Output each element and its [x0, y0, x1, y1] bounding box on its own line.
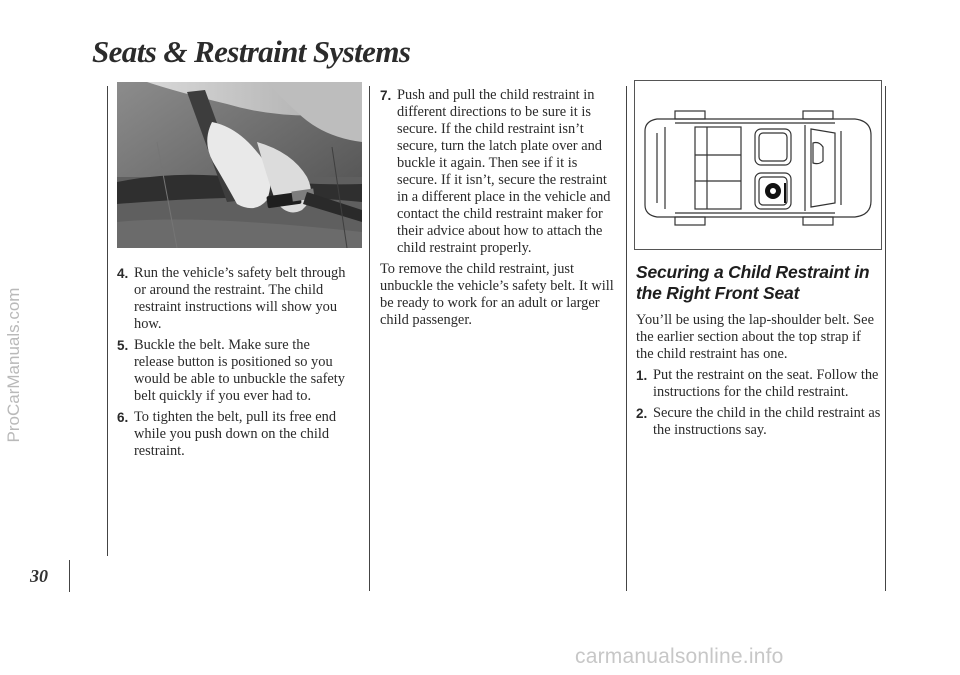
step-2	[636, 405, 881, 439]
step-number: 7.	[380, 88, 392, 103]
outer-right-rule	[885, 86, 886, 591]
page-number: 30	[30, 566, 48, 586]
side-watermark-text: ProCarManuals.com	[4, 287, 23, 443]
step-7	[380, 87, 618, 257]
page-number-rule	[69, 560, 70, 592]
right-column-rule	[626, 86, 627, 591]
left-column	[117, 265, 352, 464]
step-text: Run the vehicle’s safety belt through or around the restraint. The child restraint instructions will show you how.	[134, 265, 346, 332]
step-5	[117, 337, 352, 405]
step-text: Put the restraint on the seat. Follow the instructions for the child restraint.	[653, 367, 879, 400]
right-column	[636, 262, 881, 443]
step-text: To tighten the belt, pull its free end while you push down on the child restraint.	[134, 409, 337, 459]
step-1	[636, 367, 881, 401]
step-number: 4.	[117, 266, 129, 281]
buckling-belt-photo	[117, 82, 362, 248]
lap-shoulder-belt-paragraph: You’ll be using the lap-shoulder belt. See the earlier section about the top strap if the child restraint has one.	[636, 312, 874, 362]
vehicle-seat-diagram	[634, 80, 882, 250]
step-number: 6.	[117, 410, 129, 425]
step-text: Buckle the belt. Make sure the release button is positioned so you would be able to unbuckle the safety belt quickly if you ever had to.	[134, 337, 345, 404]
section-heading: Securing a Child Restraint in the Right Front Seat	[636, 262, 870, 303]
left-margin-rule	[107, 86, 108, 556]
step-number: 2.	[636, 406, 648, 421]
step-number: 5.	[117, 338, 129, 353]
bottom-watermark: carmanualsonline.info	[575, 645, 784, 668]
step-text: Secure the child in the child restraint as the instructions say.	[653, 405, 881, 438]
middle-column	[380, 87, 618, 333]
step-text: Push and pull the child restraint in different directions to be sure it is secure. If the child restraint isn’t secure, turn the latch plate over and buckle it again. Then see if it is secure. If it isn’t, secure the restraint in a different place in the vehicle and contact the child restraint maker for their advice about how to attach the child restraint properly.	[397, 87, 611, 256]
middle-column-rule	[369, 86, 370, 591]
page-title: Seats & Restraint Systems	[92, 34, 411, 69]
step-number: 1.	[636, 368, 648, 383]
step-4	[117, 265, 352, 333]
remove-restraint-paragraph: To remove the child restraint, just unbuckle the vehicle’s safety belt. It will be ready to work for an adult or larger child passenger.	[380, 261, 614, 328]
step-6	[117, 409, 352, 460]
side-watermark	[2, 200, 26, 530]
